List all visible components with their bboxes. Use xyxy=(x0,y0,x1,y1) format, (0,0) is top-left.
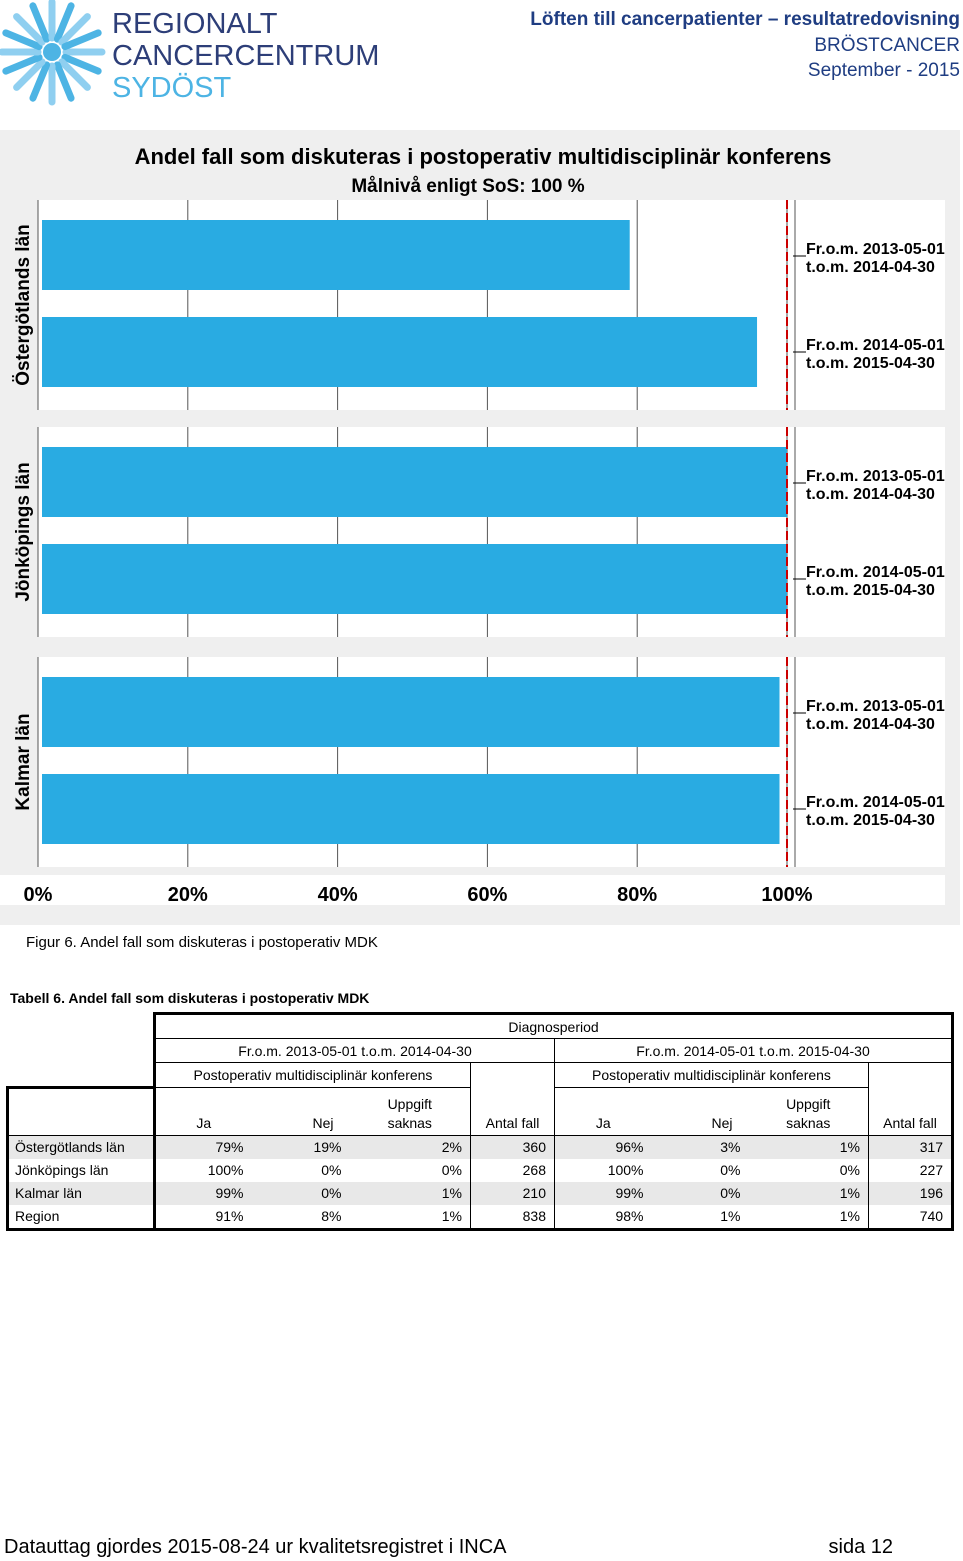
table-cell: 19% xyxy=(252,1135,350,1159)
table-caption: Tabell 6. Andel fall som diskuteras i postoperativ MDK xyxy=(10,990,370,1006)
bar-label: Fr.o.m. 2014-05-01 xyxy=(806,564,945,581)
table-cell: 0% xyxy=(839,1162,860,1178)
table-period-1: Fr.o.m. 2013-05-01 t.o.m. 2014-04-30 xyxy=(155,1039,555,1063)
table-cell: 317 xyxy=(869,1135,953,1159)
table-cell: 99% xyxy=(155,1182,252,1205)
table-cell: 268 xyxy=(471,1159,555,1182)
table-row xyxy=(8,1135,953,1159)
bar xyxy=(42,774,780,844)
table-row xyxy=(8,1182,953,1205)
col-header-antal-1: Antal fall xyxy=(471,1112,555,1136)
bar-label: Fr.o.m. 2014-05-01 xyxy=(806,337,945,354)
table-cell: 91% xyxy=(155,1205,252,1230)
table-subgroup-1: Postoperativ multidisciplinär konferens xyxy=(155,1063,471,1088)
chart-title: Andel fall som diskuteras i postoperativ multidisciplinär konferens xyxy=(134,144,832,169)
figure-caption: Figur 6. Andel fall som diskuteras i postoperativ MDK xyxy=(26,934,378,951)
table-header-row-2 xyxy=(8,1039,953,1063)
row-label: Östergötlands län xyxy=(8,1135,155,1159)
bar-label: Fr.o.m. 2013-05-01 xyxy=(806,698,945,715)
table-group-header: Diagnosperiod xyxy=(155,1014,953,1039)
bar-label: t.o.m. 2014-04-30 xyxy=(806,259,935,276)
x-tick-label: 80% xyxy=(617,884,658,906)
logo-text-line3: SYDÖST xyxy=(112,72,232,104)
row-label: Jönköpings län xyxy=(8,1159,155,1182)
x-tick-label: 20% xyxy=(167,884,208,906)
bar xyxy=(42,447,787,517)
footer-source: Datauttag gjordes 2015-08-24 ur kvalitetsregistret i INCA xyxy=(4,1536,507,1558)
table-cell: 838 xyxy=(471,1205,555,1230)
table-cell: 8% xyxy=(252,1205,350,1230)
table-period-2: Fr.o.m. 2014-05-01 t.o.m. 2015-04-30 xyxy=(555,1039,953,1063)
panel-label: Kalmar län xyxy=(13,713,34,811)
table-header-row-5 xyxy=(8,1112,953,1136)
table-cell: 1% xyxy=(652,1205,749,1230)
row-label: Region xyxy=(8,1205,155,1230)
table-cell: 1% xyxy=(749,1135,869,1159)
bar-label: Fr.o.m. 2013-05-01 xyxy=(806,468,945,485)
logo-mark xyxy=(2,2,102,102)
table-row xyxy=(8,1159,953,1182)
table-cell: 0% xyxy=(441,1162,462,1178)
bar xyxy=(42,544,787,614)
table-cell: 1% xyxy=(350,1205,471,1230)
table-cell: 99% xyxy=(555,1182,652,1205)
table-cell: 740 xyxy=(869,1205,953,1230)
table-cell: 79% xyxy=(155,1135,252,1159)
x-tick-label: 100% xyxy=(761,884,813,906)
col-header-ja-2: Ja xyxy=(555,1112,652,1136)
table-cell: 3% xyxy=(652,1135,749,1159)
table-cell: 210 xyxy=(471,1182,555,1205)
logo-text-line2: CANCERCENTRUM xyxy=(112,40,380,72)
rcc-logo xyxy=(0,0,380,108)
table-cell: 100% xyxy=(555,1159,652,1182)
table-cell: 100% xyxy=(155,1159,252,1182)
table-header-row-1 xyxy=(8,1014,953,1039)
table-cell: 2% xyxy=(350,1135,471,1159)
col-header-uppgift-2: Uppgift xyxy=(786,1095,831,1112)
bar-label: t.o.m. 2015-04-30 xyxy=(806,582,935,599)
col-header-saknas-2: saknas xyxy=(749,1112,869,1136)
chart-subtitle: Målnivå enligt SoS: 100 % xyxy=(351,176,585,197)
x-tick-label: 40% xyxy=(317,884,358,906)
row-label: Kalmar län xyxy=(8,1182,155,1205)
table-cell: 360 xyxy=(471,1135,555,1159)
bar xyxy=(42,220,630,290)
footer-page-number: sida 12 xyxy=(828,1536,893,1558)
bar-label: t.o.m. 2015-04-30 xyxy=(806,355,935,372)
x-tick-label: 60% xyxy=(467,884,508,906)
col-header-saknas-1: saknas xyxy=(350,1112,471,1136)
results-table xyxy=(6,1012,954,1231)
col-header-antal-2: Antal fall xyxy=(869,1112,953,1136)
col-header-uppgift-1: Uppgift xyxy=(387,1095,432,1112)
report-subtitle: BRÖSTCANCER xyxy=(814,35,960,56)
panel-label: Jönköpings län xyxy=(13,462,34,602)
bar xyxy=(42,677,780,747)
table-cell: 196 xyxy=(869,1182,953,1205)
table-cell: 1% xyxy=(350,1182,471,1205)
table-row xyxy=(8,1205,953,1230)
table-cell: 1% xyxy=(749,1205,869,1230)
table-cell: 0% xyxy=(652,1182,749,1205)
table-cell: 227 xyxy=(869,1159,953,1182)
bar-label: Fr.o.m. 2013-05-01 xyxy=(806,241,945,258)
table-cell: 0% xyxy=(252,1182,350,1205)
table-cell: 0% xyxy=(720,1162,741,1178)
report-title: Löften till cancerpatienter – resultatredovisning xyxy=(530,9,960,30)
table-cell: 1% xyxy=(749,1182,869,1205)
table-header-row-3 xyxy=(8,1063,953,1088)
bar-label: Fr.o.m. 2014-05-01 xyxy=(806,794,945,811)
table-cell: 98% xyxy=(555,1205,652,1230)
report-date: September - 2015 xyxy=(807,60,960,81)
bar-label: t.o.m. 2014-04-30 xyxy=(806,716,935,733)
x-tick-label: 0% xyxy=(23,884,53,906)
bar-label: t.o.m. 2015-04-30 xyxy=(806,812,935,829)
logo-center xyxy=(43,43,61,61)
table-cell: 96% xyxy=(555,1135,652,1159)
table-header-row-4 xyxy=(8,1087,953,1112)
panel-label: Östergötlands län xyxy=(13,224,34,386)
logo-text-line1: REGIONALT xyxy=(112,8,278,40)
bar-label: t.o.m. 2014-04-30 xyxy=(806,486,935,503)
col-header-ja-1: Ja xyxy=(155,1112,252,1136)
col-header-nej-1: Nej xyxy=(252,1112,350,1136)
table-cell: 0% xyxy=(321,1162,342,1178)
bar-chart xyxy=(0,130,960,925)
bar xyxy=(42,317,757,387)
col-header-nej-2: Nej xyxy=(652,1112,749,1136)
table-subgroup-2: Postoperativ multidisciplinär konferens xyxy=(555,1063,869,1088)
